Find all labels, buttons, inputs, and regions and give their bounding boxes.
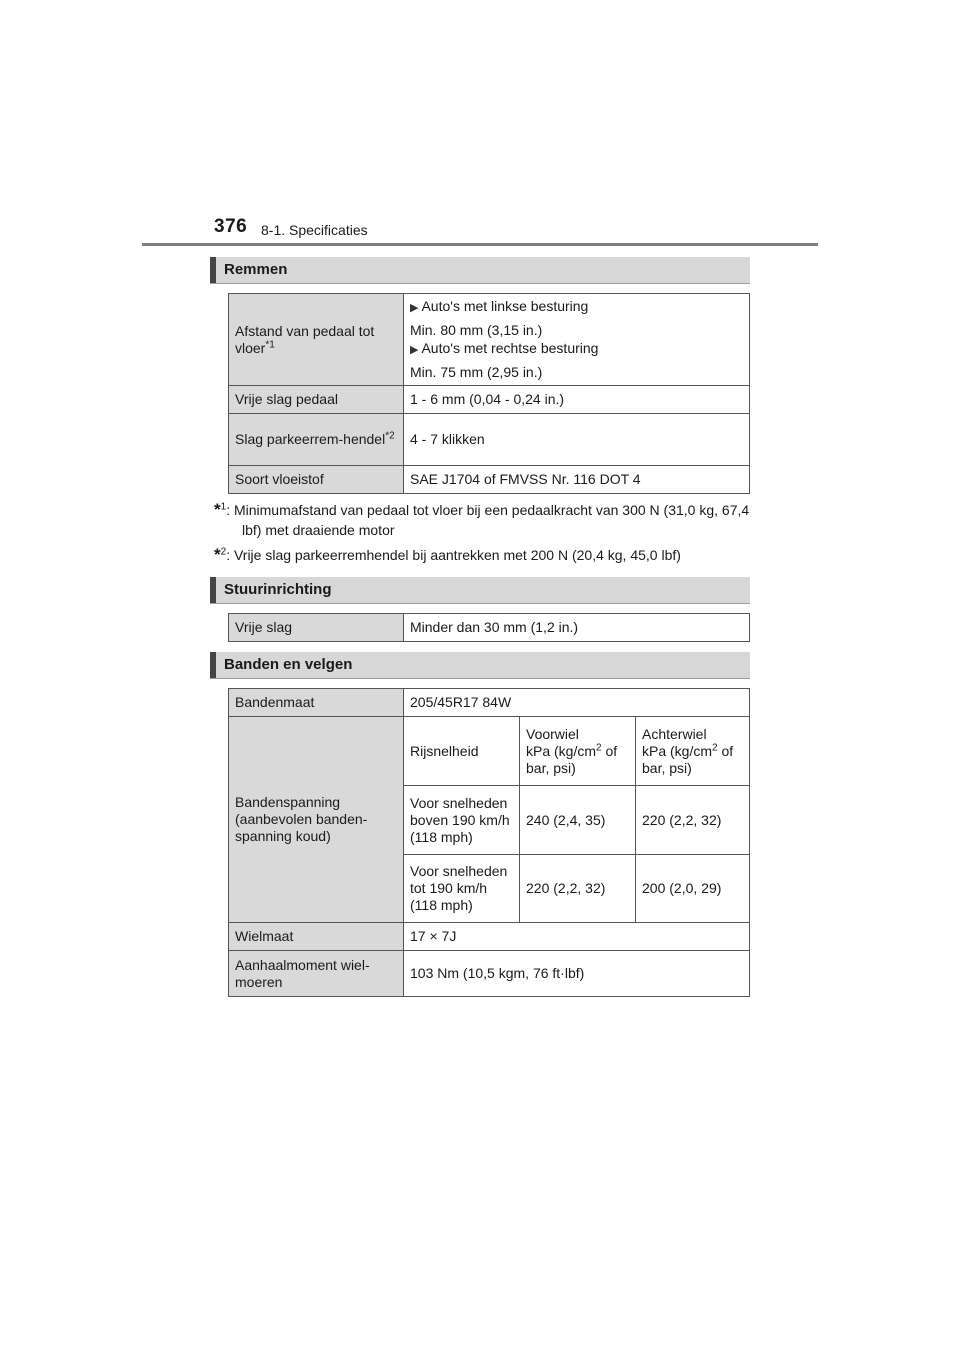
footnote-ref: 1	[269, 338, 275, 350]
section-heading-remmen	[210, 257, 750, 284]
footnote-text: : Vrije slag parkeerremhendel bij aantrekken met 200 N (20,4 kg, 45,0 lbf)	[226, 547, 681, 563]
heading-bar	[210, 652, 216, 678]
label-cell: Vrije slag	[229, 614, 404, 642]
triangle-right-icon: ▶	[410, 344, 419, 356]
table-row	[229, 466, 750, 494]
label-cell: Aanhaalmoment wiel-moeren	[229, 951, 404, 997]
footnote-mark: 1	[220, 501, 227, 513]
value-text: Auto's met rechtse besturing	[421, 340, 599, 356]
table-row	[229, 951, 750, 997]
footnote-text: : Minimumafstand van pedaal tot vloer bij een pedaalkracht van 300 N (31,0 kg, 67,4 lbf) met draaiende motor	[226, 502, 750, 538]
table-row	[229, 614, 750, 642]
value-cell: 103 Nm (10,5 kgm, 76 ft·lbf)	[404, 951, 750, 997]
value-text: Min. 80 mm (3,15 in.)	[410, 322, 543, 338]
label-cell: Wielmaat	[229, 923, 404, 951]
speed-cell: Voor snelheden boven 190 km/h (118 mph)	[404, 786, 520, 855]
header-rule	[142, 243, 818, 246]
table-row	[229, 923, 750, 951]
table-row	[229, 717, 750, 786]
section-title: 8-1. Specificaties	[261, 222, 368, 238]
stuurinrichting-table	[228, 613, 750, 642]
remmen-table	[228, 293, 750, 494]
value-cell	[404, 294, 750, 386]
label-cell: Slag parkeerrem-hendel$^{*2}$	[229, 414, 404, 466]
footnote-2: *$^2$: Vrije slag parkeerremhendel bij aantrekken met 200 N (20,4 kg, 45,0 lbf)	[214, 545, 681, 564]
label-text: Slag parkeerrem-hendel	[235, 431, 386, 447]
footnote-1: *$^1$: Minimumafstand van pedaal tot vloer bij een pedaalkracht van 300 N (31,0 kg, 67,4 lbf) met draaiende motor	[214, 500, 750, 538]
header-cell: Rijsnelheid	[404, 717, 520, 786]
label-cell: Bandenspanning (aanbevolen banden-spanning koud)	[229, 717, 404, 923]
table-row	[229, 414, 750, 466]
value-text: Auto's met linkse besturing	[421, 298, 589, 314]
banden-table	[228, 688, 750, 997]
value-cell: 205/45R17 84W	[404, 689, 750, 717]
header-cell: Achterwiel kPa ($kg/cm^2$ of bar, psi)	[636, 717, 750, 786]
label-cell: Bandenmaat	[229, 689, 404, 717]
footnote-ref: 2	[389, 430, 395, 442]
heading-bar	[210, 577, 216, 603]
heading-bar	[210, 257, 216, 283]
heading-text: Remmen	[224, 261, 288, 278]
value-cell: 240 (2,4, 35)	[520, 786, 636, 855]
value-cell: 220 (2,2, 32)	[520, 855, 636, 923]
header-cell: Voorwiel kPa ($kg/cm^2$ of bar, psi)	[520, 717, 636, 786]
table-row	[229, 294, 750, 386]
label-cell: Vrije slag pedaal	[229, 386, 404, 414]
value-cell: 200 (2,0, 29)	[636, 855, 750, 923]
value-cell: SAE J1704 of FMVSS Nr. 116 DOT 4	[404, 466, 750, 494]
triangle-right-icon: ▶	[410, 302, 419, 314]
heading-text: Banden en velgen	[224, 656, 353, 673]
table-row	[229, 689, 750, 717]
value-cell: 4 - 7 klikken	[404, 414, 750, 466]
label-cell: Soort vloeistof	[229, 466, 404, 494]
speed-cell: Voor snelheden tot 190 km/h (118 mph)	[404, 855, 520, 923]
label-text: Afstand van pedaal tot vloer	[235, 322, 375, 356]
footnote-mark: 2	[220, 546, 227, 558]
section-heading-stuurinrichting	[210, 577, 750, 604]
value-cell: 1 - 6 mm (0,04 - 0,24 in.)	[404, 386, 750, 414]
value-cell: Minder dan 30 mm (1,2 in.)	[404, 614, 750, 642]
label-cell: Afstand van pedaal tot vloer$^{*1}$	[229, 294, 404, 386]
value-cell: 17 × 7J	[404, 923, 750, 951]
table-row	[229, 386, 750, 414]
section-heading-banden	[210, 652, 750, 679]
value-text: Min. 75 mm (2,95 in.)	[410, 364, 543, 380]
page-number: 376	[214, 216, 248, 237]
heading-text: Stuurinrichting	[224, 581, 332, 598]
value-cell: 220 (2,2, 32)	[636, 786, 750, 855]
